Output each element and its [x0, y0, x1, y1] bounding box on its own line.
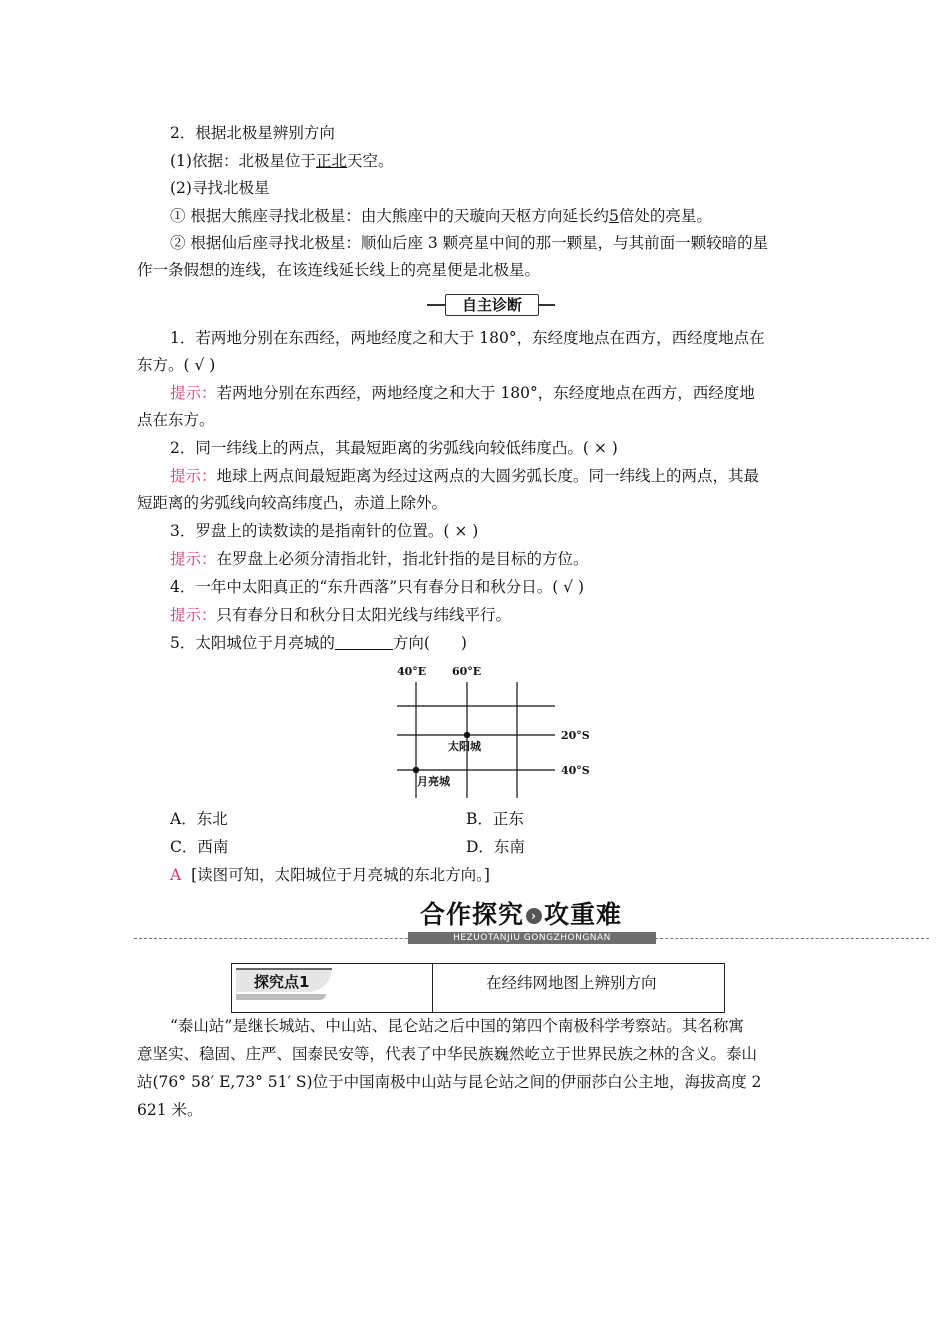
cassiopeia-line-2: 作一条假想的连线，在该连线延长线上的亮星便是北极星。 — [137, 261, 541, 279]
moon-city-dot — [413, 767, 419, 773]
bigdipper-line — [170, 205, 712, 227]
hint-label: 提示： — [170, 384, 217, 402]
sun-city-dot — [464, 732, 470, 738]
lat-label-40s: 40°S — [561, 764, 590, 777]
explore-topic: 在经纬网地图上辨别方向 — [486, 974, 657, 992]
section-subtitle: HEZUOTANJIU GONGZHONGNAN — [408, 932, 656, 944]
question-3: 3．罗盘上的读数读的是指南针的位置。( × ) — [170, 522, 479, 540]
hint-2-cont: 短距离的劣弧线向较高纬度凸，赤道上除外。 — [137, 494, 448, 512]
find-heading: (2)寻找北极星 — [170, 179, 270, 197]
option-a: A．东北 — [170, 810, 228, 828]
section-title-left: 合作探究 — [420, 900, 525, 929]
grid-svg — [385, 660, 595, 800]
question-5 — [170, 632, 467, 654]
option-c: C．西南 — [170, 838, 229, 856]
explore-tag: 探究点1 — [236, 968, 332, 992]
hint-label: 提示： — [170, 550, 217, 568]
question-1-cont: 东方。( √ ) — [137, 356, 216, 374]
hint-label: 提示： — [170, 606, 217, 624]
basis-pre: (1)依据：北极星位于 — [170, 152, 316, 170]
explore-point-box — [231, 963, 725, 1013]
diagnosis-title-banner — [427, 294, 555, 316]
hint-1 — [170, 382, 755, 404]
option-d: D．东南 — [466, 838, 525, 856]
hint-4 — [170, 604, 511, 626]
chevron-right-icon: › — [526, 908, 542, 924]
hint-2 — [170, 465, 759, 487]
latlon-grid-map — [385, 660, 595, 800]
hint-1-text: 若两地分别在东西经，两地经度之和大于 180°，东经度地点在西方，西经度地 — [216, 384, 755, 402]
section-title-right: 攻重难 — [544, 900, 623, 929]
lon-label-40e: 40°E — [397, 665, 427, 678]
section-heading: 2．根据北极星辨别方向 — [170, 124, 335, 142]
bigdipper-post: 倍处的亮星。 — [618, 207, 712, 225]
box-divider — [432, 964, 433, 1012]
hint-3-text: 在罗盘上必须分清指北针，指北针指的是目标的方位。 — [216, 550, 589, 568]
hint-2-text: 地球上两点间最短距离为经过这两点的大圆劣弧长度。同一纬线上的两点，其最 — [216, 467, 760, 485]
passage-line-1: “泰山站”是继长城站、中山站、昆仑站之后中国的第四个南极科学考察站。其名称寓 — [170, 1017, 744, 1035]
passage-line-4: 621 米。 — [137, 1101, 203, 1119]
diagnosis-title: 自主诊断 — [445, 294, 539, 316]
bigdipper-pre: ① 根据大熊座寻找北极星：由大熊座中的天璇向天枢方向延长约 — [170, 207, 609, 225]
answer-letter: A — [170, 866, 182, 884]
answer-line — [170, 864, 490, 886]
answer-blank — [335, 635, 393, 650]
cassiopeia-line-1: ② 根据仙后座寻找北极星：顺仙后座 3 颗亮星中间的那一颗星，与其前面一颗较暗的星 — [170, 234, 769, 252]
answer-explanation: [读图可知，太阳城位于月亮城的东北方向。] — [191, 866, 490, 884]
question-2: 2．同一纬线上的两点，其最短距离的劣弧线向较低纬度凸。( × ) — [170, 439, 618, 457]
passage-line-2: 意坚实、稳固、庄严、国泰民安等，代表了中华民族巍然屹立于世界民族之林的含义。泰山 — [137, 1045, 758, 1063]
bigdipper-answer: 5 — [608, 207, 619, 225]
moon-city-label: 月亮城 — [417, 775, 450, 788]
question-5-post: 方向( ) — [392, 634, 467, 652]
lat-label-20s: 20°S — [561, 729, 590, 742]
lon-label-60e: 60°E — [452, 665, 482, 678]
tag-shadow — [236, 994, 326, 1000]
basis-answer: 正北 — [315, 152, 347, 170]
question-5-pre: 5．太阳城位于月亮城的 — [170, 634, 335, 652]
section-header-banner — [134, 898, 929, 950]
question-4: 4．一年中太阳真正的“东升西落”只有春分日和秋分日。( √ ) — [170, 578, 585, 596]
passage-line-3: 站(76° 58′ E,73° 51′ S)位于中国南极中山站与昆仑站之间的伊丽莎白公主地，海拔高度 2 — [137, 1073, 762, 1091]
basis-line — [170, 150, 394, 172]
hint-4-text: 只有春分日和秋分日太阳光线与纬线平行。 — [216, 606, 512, 624]
sun-city-label: 太阳城 — [448, 740, 481, 753]
basis-post: 天空。 — [346, 152, 394, 170]
hint-1-cont: 点在东方。 — [137, 411, 215, 429]
section-title — [420, 898, 622, 932]
question-1: 1．若两地分别在东西经，两地经度之和大于 180°，东经度地点在西方，西经度地点在 — [170, 329, 765, 347]
hint-3 — [170, 548, 589, 570]
hint-label: 提示： — [170, 467, 217, 485]
option-b: B．正东 — [466, 810, 524, 828]
